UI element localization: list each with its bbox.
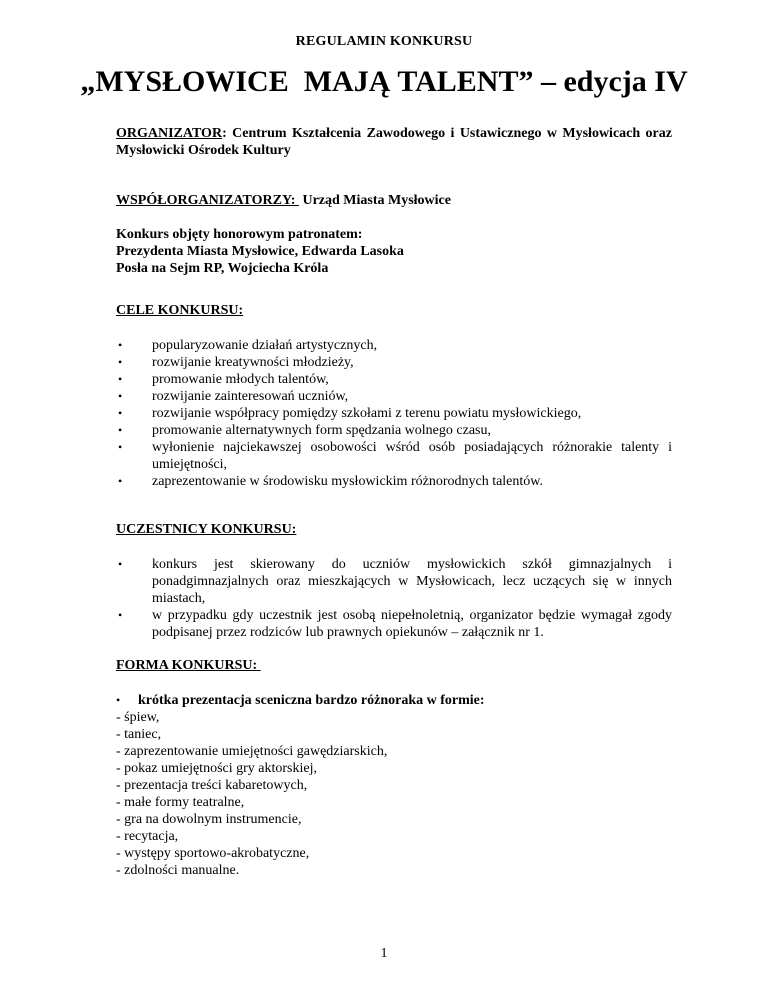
bullet-icon: • [116,693,121,707]
co-organizers-label: WSPÓŁORGANIZATORZY: [116,193,299,208]
list-item: - śpiew, [116,710,160,725]
co-organizers-section [116,192,672,209]
list-item: - recytacja, [116,829,179,844]
document-header: REGULAMIN KONKURSU [295,34,473,49]
list-item: - prezentacja treści kabaretowych, [116,778,308,793]
list-item: • rozwijanie zainteresowań uczniów, [118,389,349,404]
list-item: • popularyzowanie działań artystycznych, [118,338,378,353]
goals-list [116,337,672,490]
organizer-text: : Centrum Kształcenia Zawodowego i Ustawicznego w Mysłowicach oraz Mysłowicki Ośrodek Kultury [116,126,672,158]
participants-list [116,556,672,641]
list-item: - zdolności manualne. [116,863,240,878]
list-item: - zaprezentowanie umiejętności gawędziarskich, [116,744,388,759]
patronage-section [116,226,672,277]
list-item: • wyłonienie najciekawszej osobowości wśród osób posiadających różnorakie talenty i umiejętności, [118,440,672,472]
bullet-icon: • [118,338,123,352]
list-item: - występy sportowo-akrobatyczne, [116,846,310,861]
bullet-icon: • [118,389,123,403]
bullet-icon: • [118,423,123,437]
bullet-icon: • [118,406,123,420]
bullet-icon: • [118,372,123,386]
document-title: „MYSŁOWICE MAJĄ TALENT” – edycja IV [80,65,688,98]
participants-heading: UCZESTNICY KONKURSU: [116,522,297,537]
list-item: - gra na dowolnym instrumencie, [116,812,302,827]
co-organizers-text: Urząd Miasta Mysłowice [298,193,451,208]
goals-heading: CELE KONKURSU: [116,303,244,318]
patronage-line-2: Prezydenta Miasta Mysłowice, Edwarda Lasoka [116,244,404,259]
form-lead: • krótka prezentacja sceniczna bardzo różnoraka w formie: [116,693,485,708]
goals-list-container [116,337,672,490]
list-item: - małe formy teatralne, [116,795,245,810]
form-list [116,709,672,879]
participants-list-container [116,556,672,641]
organizer-section [116,125,672,159]
form-section [116,692,672,879]
list-item: • rozwijanie kreatywności młodzieży, [118,355,354,370]
list-item: - pokaz umiejętności gry aktorskiej, [116,761,317,776]
list-item: • rozwijanie współpracy pomiędzy szkołami z terenu powiatu mysłowickiego, [118,406,582,421]
list-item: • promowanie alternatywnych form spędzania wolnego czasu, [118,423,491,438]
bullet-icon: • [118,557,123,571]
bullet-icon: • [118,440,123,454]
bullet-icon: • [118,608,123,622]
organizer-label: ORGANIZATOR [116,126,223,141]
bullet-icon: • [118,474,123,488]
list-item: • promowanie młodych talentów, [118,372,329,387]
list-item: • zaprezentowanie w środowisku mysłowickim różnorodnych talentów. [118,474,543,489]
page-number: 1 [380,946,388,961]
list-item: • konkurs jest skierowany do uczniów mysłowickich szkół gimnazjalnych i ponadgimnazjalnych oraz mieszkających w Mysłowicach, lecz uczących się w innych miastach, [118,557,672,606]
list-item: • w przypadku gdy uczestnik jest osobą niepełnoletnią, organizator będzie wymagał zgody podpisanej przez rodziców lub prawnych opiekunów – załącznik nr 1. [118,608,672,640]
form-heading: FORMA KONKURSU: [116,658,261,673]
bullet-icon: • [118,355,123,369]
patronage-line-1: Konkurs objęty honorowym patronatem: [116,227,363,242]
list-item: - taniec, [116,727,162,742]
patronage-line-3: Posła na Sejm RP, Wojciecha Króla [116,261,329,276]
